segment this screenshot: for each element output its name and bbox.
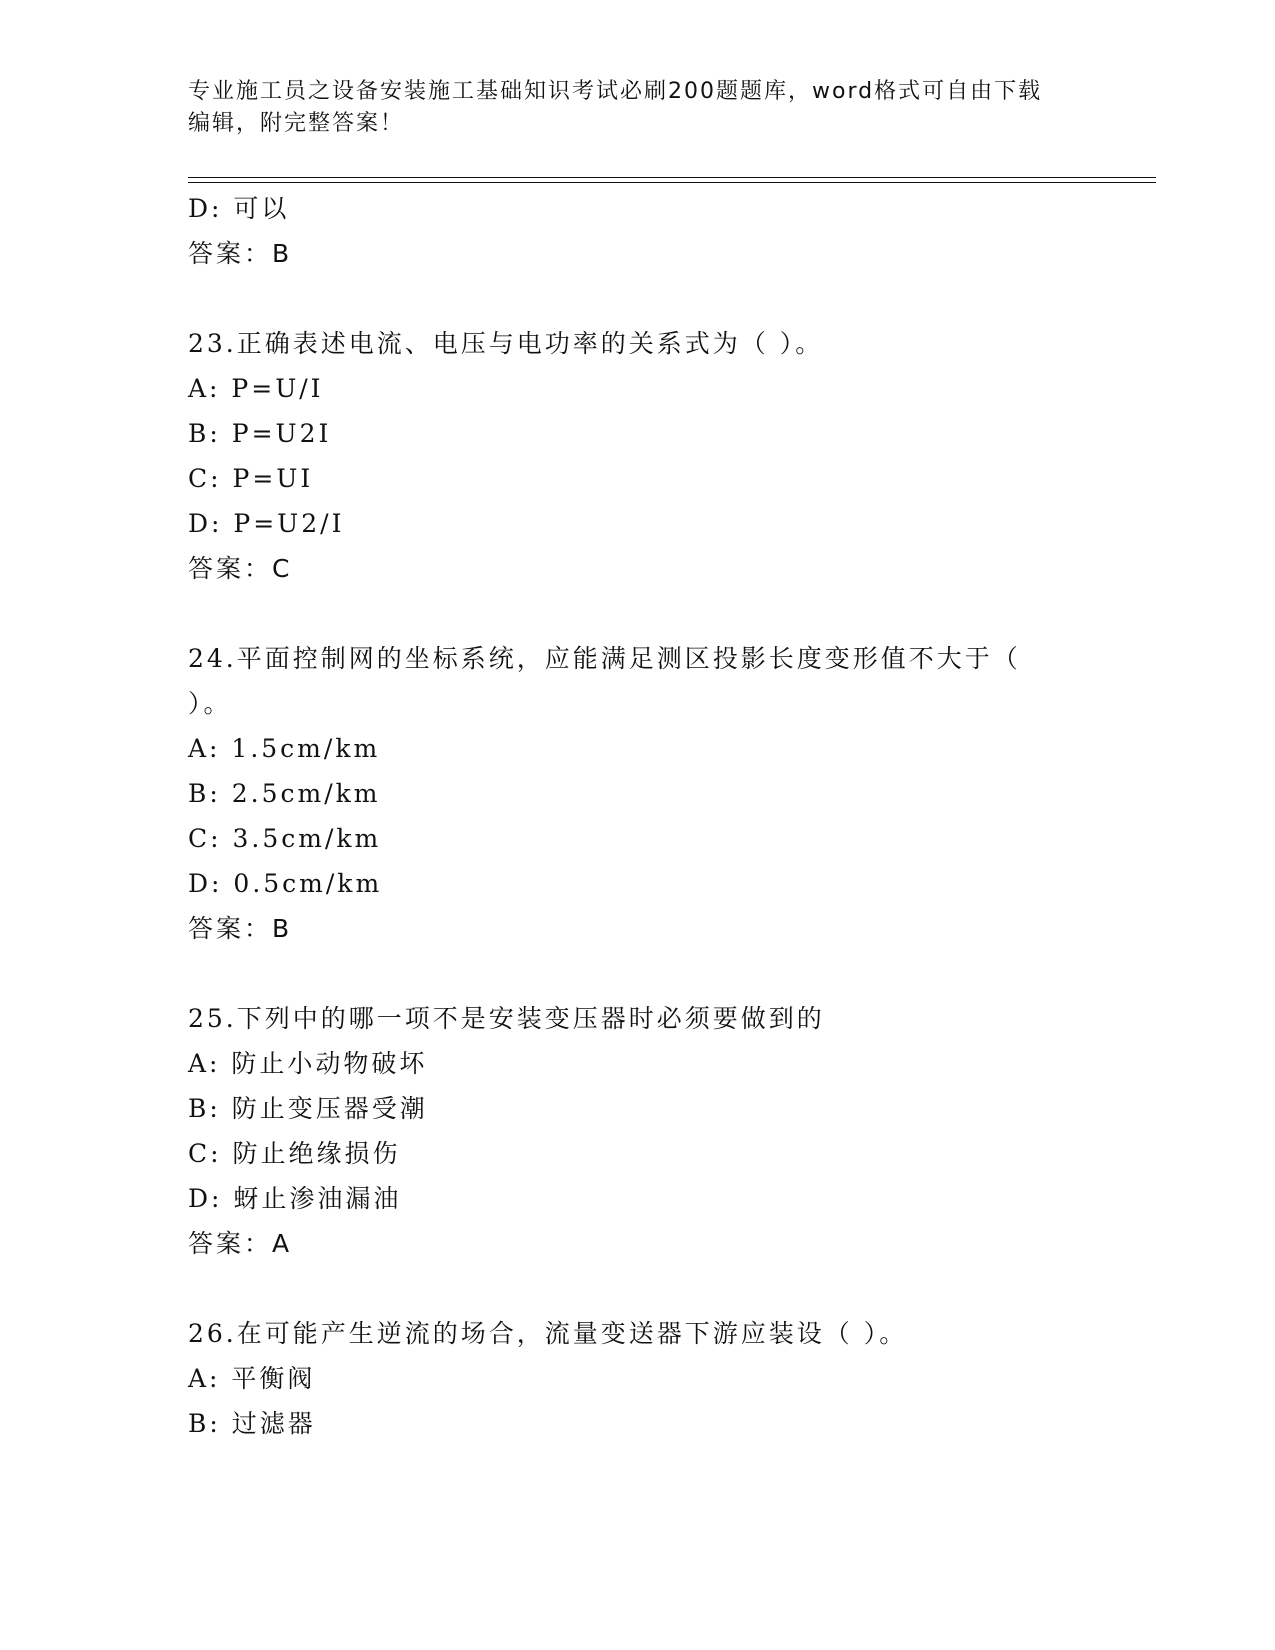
header-title-line-1: 专业施工员之设备安装施工基础知识考试必刷200题题库，word格式可自由下载 — [188, 79, 1043, 104]
header-divider-bottom — [188, 182, 1156, 183]
q24-option-b: B: 2.5cm/km — [188, 779, 381, 808]
q24-option-c: C: 3.5cm/km — [188, 824, 382, 853]
header-divider-top — [188, 177, 1156, 178]
q24-option-a: A: 1.5cm/km — [188, 734, 381, 763]
q23-option-b: B: P=U2I — [188, 419, 332, 448]
q23-answer: 答案：C — [188, 554, 293, 583]
q23-option-c: C: P=UI — [188, 464, 314, 493]
q24-question-line-1: 24.平面控制网的坐标系统，应能满足测区投影长度变形值不大于（ — [188, 644, 1021, 673]
prev-answer: 答案：B — [188, 239, 293, 268]
q23-question: 23.正确表述电流、电压与电功率的关系式为（ ）。 — [188, 329, 824, 358]
q23-option-d: D: P=U2/I — [188, 509, 345, 538]
q26-option-a: A: 平衡阀 — [188, 1364, 316, 1393]
q23-option-a: A: P=U/I — [188, 374, 324, 403]
q25-option-c: C: 防止绝缘损伤 — [188, 1139, 401, 1168]
q25-question: 25.下列中的哪一项不是安装变压器时必须要做到的 — [188, 1004, 825, 1033]
q25-option-a: A: 防止小动物破坏 — [188, 1049, 428, 1078]
document-header — [188, 76, 1088, 140]
q26-option-b: B: 过滤器 — [188, 1409, 316, 1438]
q25-option-d: D: 蚜止渗油漏油 — [188, 1184, 402, 1213]
q25-answer: 答案：A — [188, 1229, 293, 1258]
header-title-line-2: 编辑，附完整答案！ — [188, 111, 405, 136]
q25-option-b: B: 防止变压器受潮 — [188, 1094, 428, 1123]
q26-question: 26.在可能产生逆流的场合，流量变送器下游应装设（ ）。 — [188, 1319, 908, 1348]
prev-option-d: D: 可以 — [188, 194, 290, 223]
q24-option-d: D: 0.5cm/km — [188, 869, 383, 898]
q24-question-line-2: ）。 — [188, 689, 232, 718]
q24-answer: 答案：B — [188, 914, 293, 943]
